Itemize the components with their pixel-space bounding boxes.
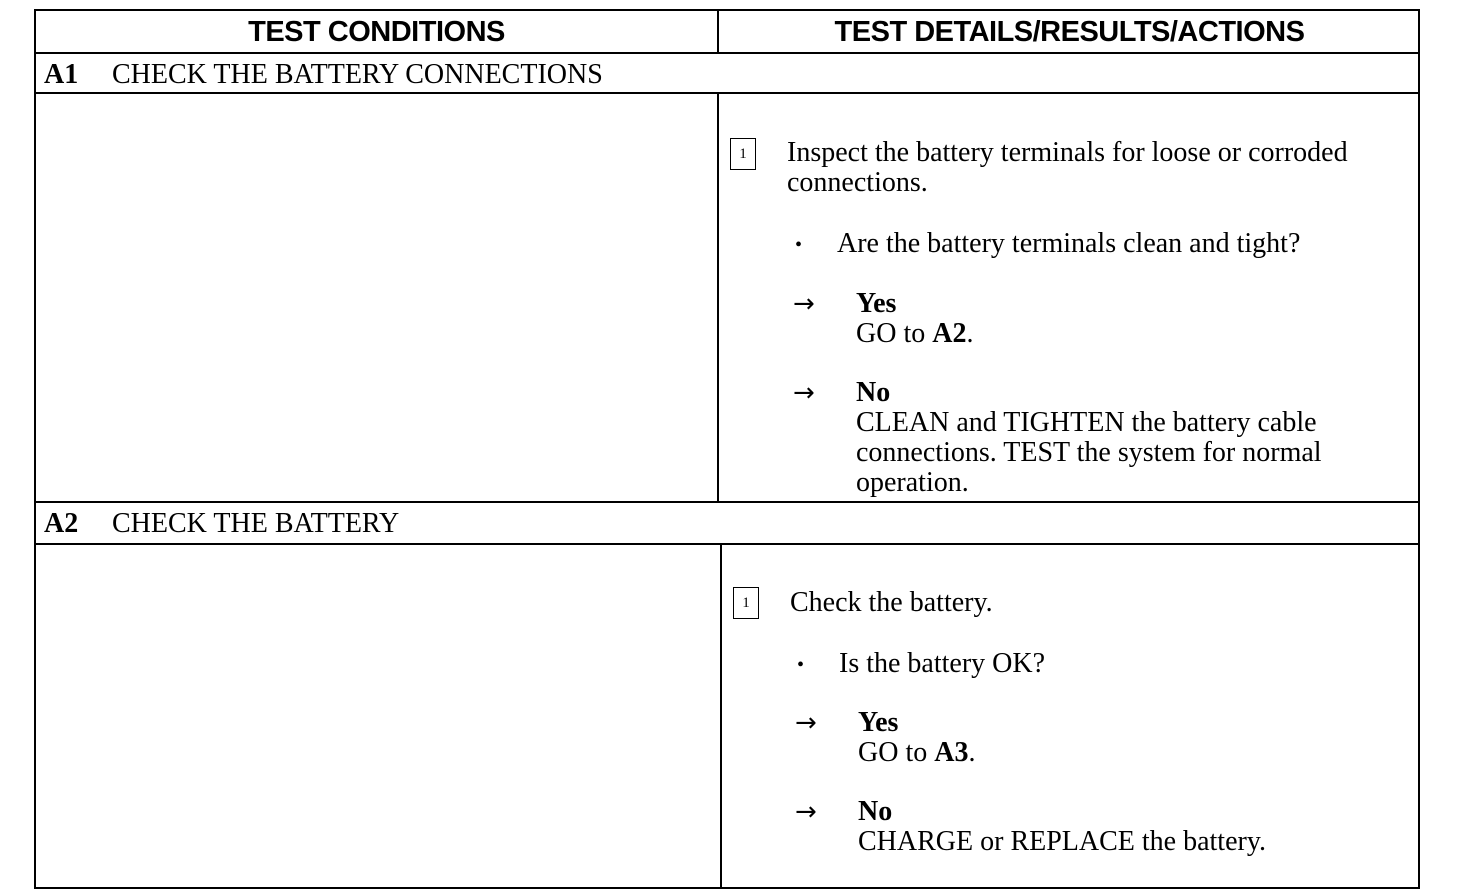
section-a1-title-rule: [36, 92, 1418, 94]
section-a2-divider: [720, 544, 722, 889]
section-a2-no-label: No: [858, 796, 893, 827]
section-a1-number: A1: [44, 59, 79, 90]
section-a2-no-action: CHARGE or REPLACE the battery.: [858, 826, 1267, 857]
section-a1-yes-label: Yes: [856, 288, 897, 319]
section-a2-title: [44, 509, 399, 539]
section-a1-step-text: Inspect the battery terminals for loose or corroded connections.: [787, 137, 1348, 198]
section-a1-question: Are the battery terminals clean and tight?: [837, 228, 1301, 259]
section-a1-heading: CHECK THE BATTERY CONNECTIONS: [112, 59, 603, 90]
section-a2-no-arrow: →: [795, 797, 817, 827]
section-a1-step-box: 1: [730, 138, 756, 170]
section-a1-yes-action: GO to A2.: [856, 318, 974, 349]
header-test-details: TEST DETAILS/RESULTS/ACTIONS: [834, 15, 1305, 48]
section-a2-yes-arrow: →: [795, 708, 817, 738]
section-a1-title: [44, 60, 603, 90]
section-a1-yes-target: A2: [932, 318, 967, 349]
header-bottom-rule: [36, 52, 1418, 54]
section-a2-number: A2: [44, 508, 79, 539]
section-a2-yes-action: GO to A3.: [858, 737, 976, 768]
section-a2-yes-label: Yes: [858, 707, 899, 738]
section-a2-bullet: •: [797, 654, 805, 676]
section-a1-no-action: CLEAN and TIGHTEN the battery cable connections. TEST the system for normal operation.: [856, 407, 1322, 498]
header-divider: [717, 11, 719, 53]
section-a2-title-rule: [36, 543, 1418, 545]
section-a1-no-label: No: [856, 377, 891, 408]
section-a1-divider: [717, 93, 719, 502]
section-a1-no-arrow: →: [793, 378, 815, 408]
section-a1-bullet: •: [795, 234, 803, 256]
diagnostic-table: [34, 9, 1420, 889]
section-a2-step-box: 1: [733, 587, 759, 619]
section-a2-step-text: Check the battery.: [790, 587, 993, 618]
section-a1-bottom-rule: [36, 501, 1418, 503]
section-a2-yes-target: A3: [934, 737, 969, 768]
section-a2-question: Is the battery OK?: [839, 648, 1046, 679]
section-a2-heading: CHECK THE BATTERY: [112, 508, 400, 539]
header-test-conditions: TEST CONDITIONS: [248, 15, 505, 48]
section-a1-yes-arrow: →: [793, 289, 815, 319]
